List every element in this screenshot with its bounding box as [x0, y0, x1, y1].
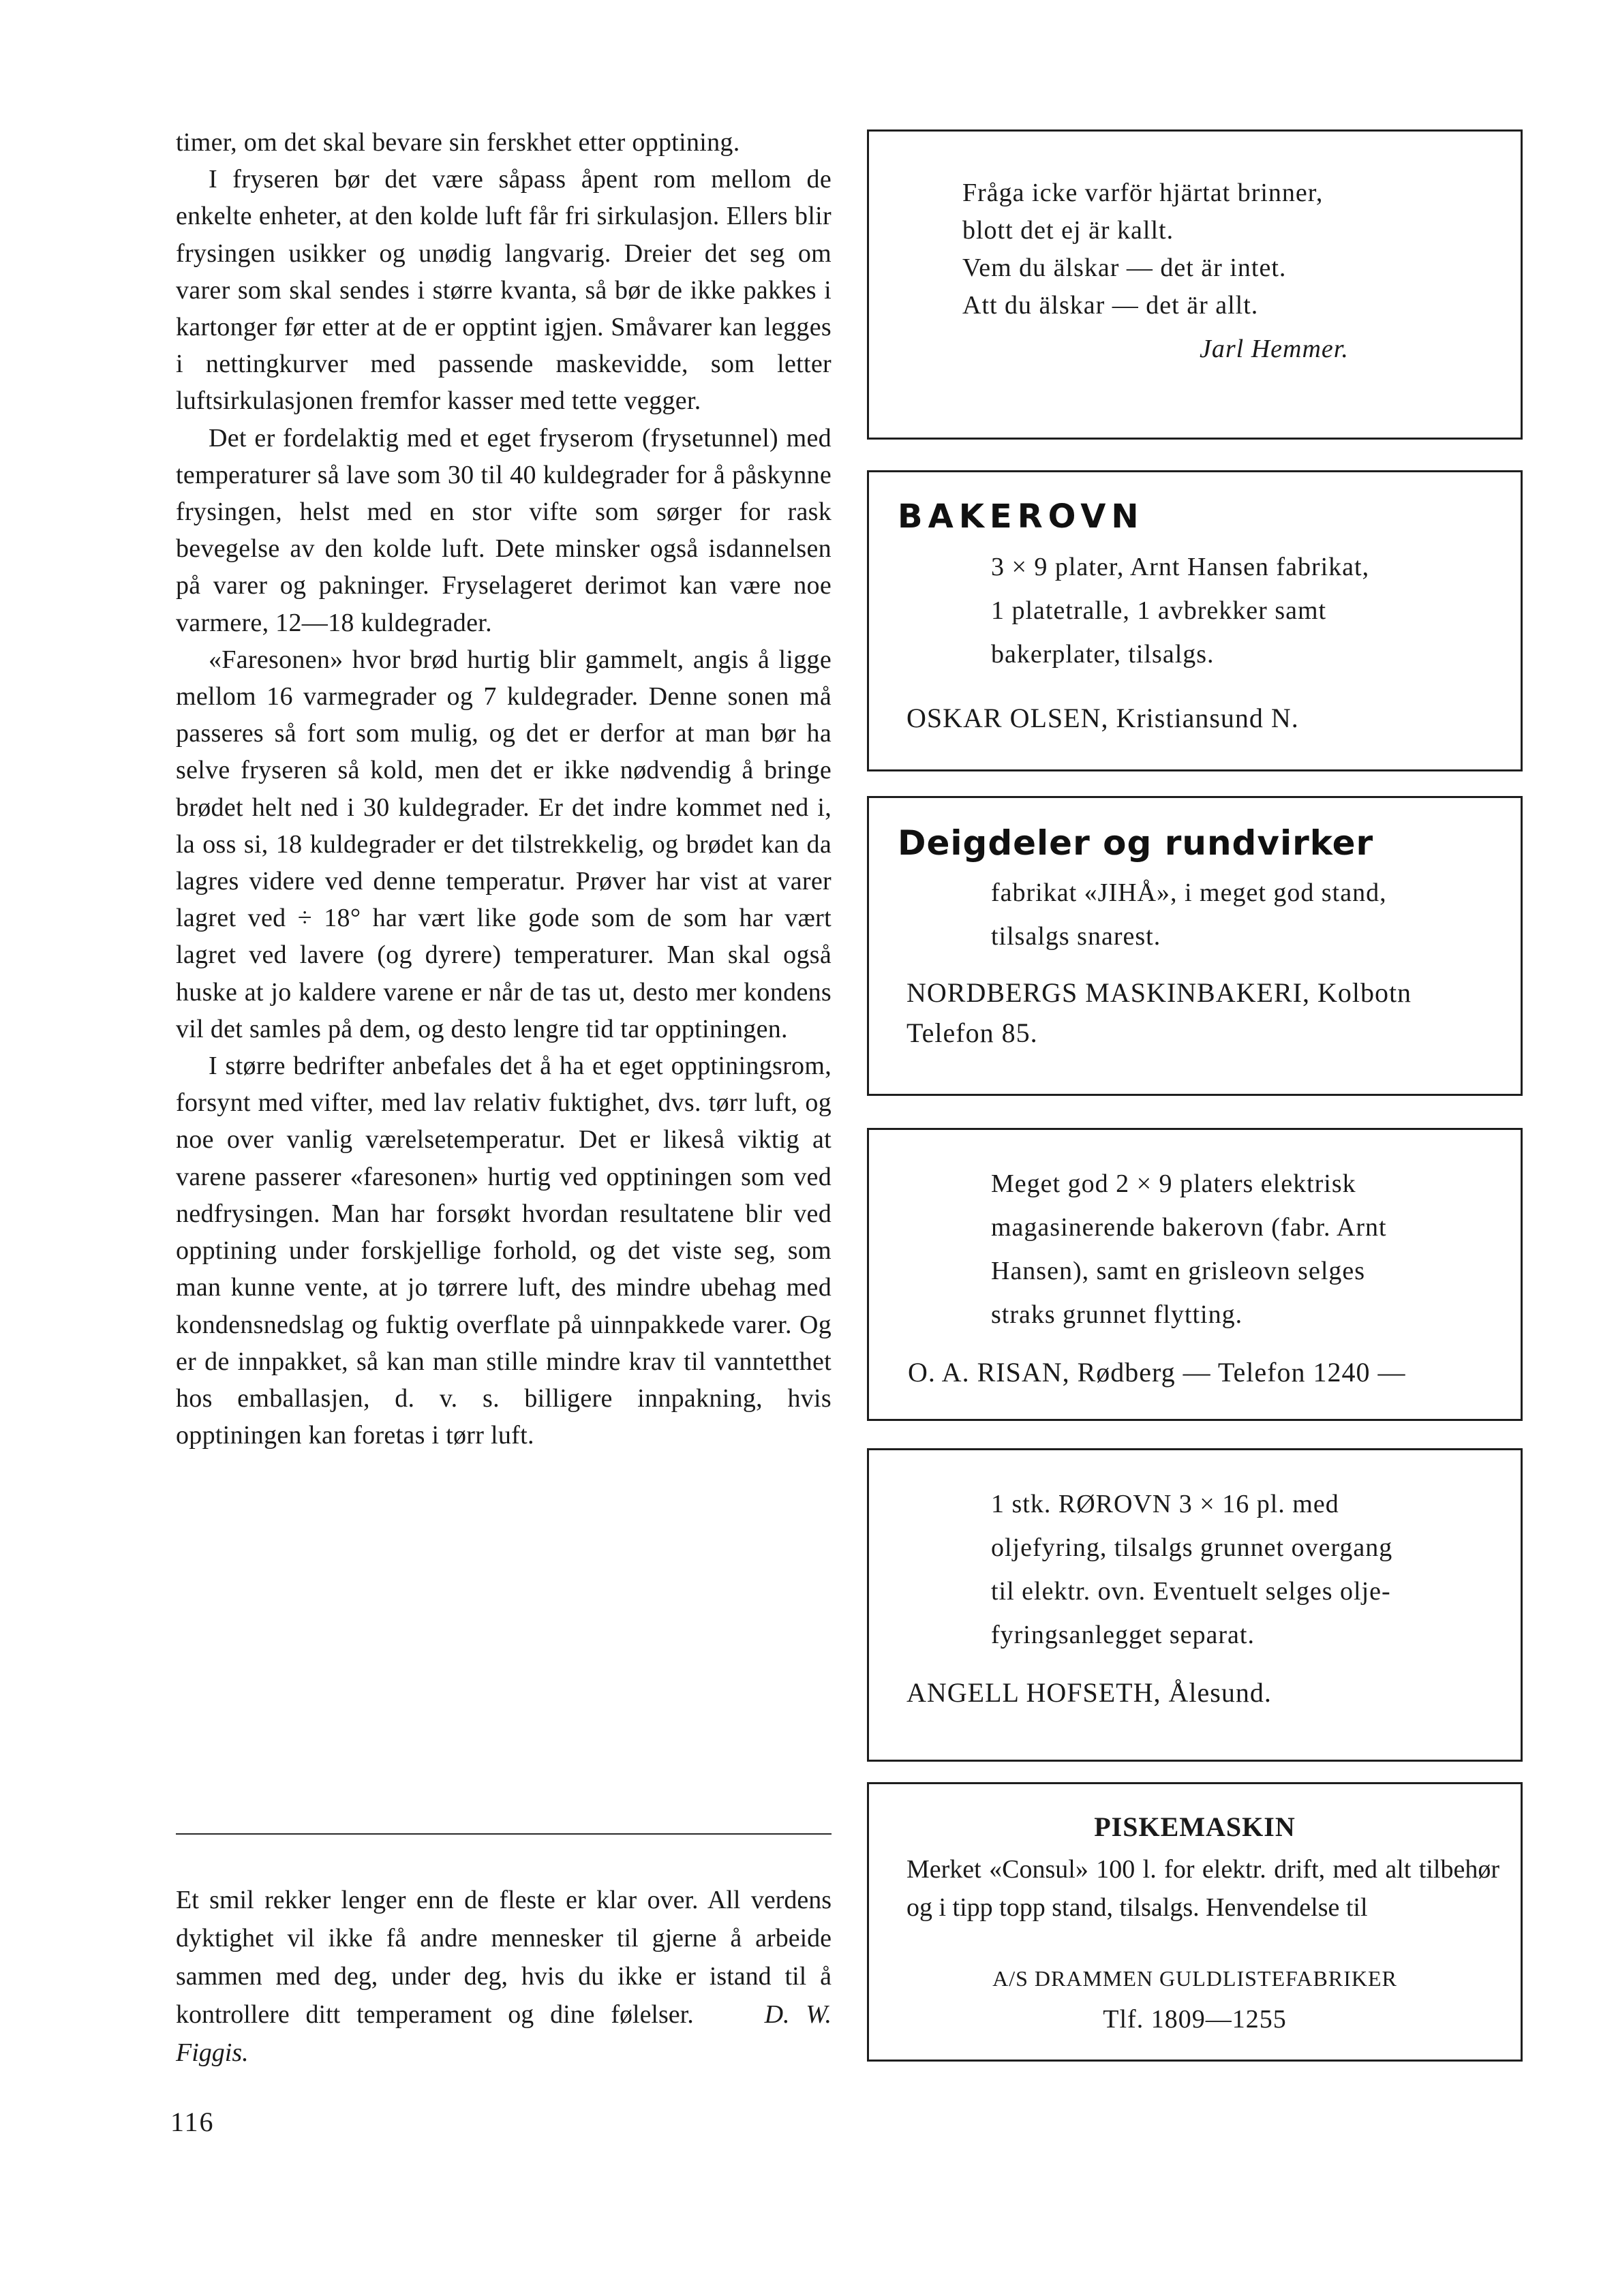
column-divider-rule [176, 1833, 832, 1835]
box-border-left [867, 1128, 869, 1421]
box-border-bottom [867, 769, 1523, 771]
ad-line: oljefyring, tilsalgs grunnet overgang [991, 1533, 1393, 1562]
box-border-top [867, 1782, 1523, 1784]
box-border-top [867, 129, 1523, 132]
box-border-right [1521, 1128, 1523, 1421]
article-body [176, 124, 832, 1454]
box-border-top [867, 1448, 1523, 1450]
box-border-top [867, 796, 1523, 798]
ad-line: til elektr. ovn. Eventuelt selges olje- [991, 1577, 1391, 1606]
ad-body [991, 871, 1387, 958]
ad-line: Hansen), samt en grisleovn selges [991, 1257, 1366, 1285]
poem-line: Att du älskar — det är allt. [962, 291, 1259, 320]
ad-piskemaskin [867, 1782, 1523, 2062]
box-border-right [1521, 470, 1523, 771]
ad-deigdeler [867, 796, 1523, 1096]
box-border-bottom [867, 1760, 1523, 1762]
page-number: 116 [170, 2107, 215, 2137]
ad-body: Merket «Consul» 100 l. for elektr. drift, med alt tilbehør og i tipp topp stand, tilsalgs. Henvendelse til [906, 1855, 1499, 1922]
quote-text: Et smil rekker lenger enn de fleste er klar over. All verdens dyktighet vil ikke få andre mennesker til gjerne å arbeide sammen med deg, under deg, hvis du ikke er istand til å kontrollere ditt temperament og dine følelser. [176, 1886, 832, 2029]
poem-line: Vem du älskar — det är intet. [962, 254, 1287, 282]
box-border-right [1521, 796, 1523, 1096]
ad-line: bakerplater, tilsalgs. [991, 640, 1215, 669]
ad-line: fyringsanlegget separat. [991, 1621, 1255, 1649]
ad-title: Deigdeler og rundvirker [898, 823, 1374, 863]
ad-signature: ANGELL HOFSETH, Ålesund. [906, 1677, 1272, 1708]
poem-line: blott det ej är kallt. [962, 216, 1174, 245]
box-border-bottom [867, 1094, 1523, 1096]
quote-block [176, 1881, 832, 2072]
ad-line: 1 stk. RØROVN 3 × 16 pl. med [991, 1490, 1339, 1518]
ad-body [991, 545, 1369, 676]
ad-body [991, 1482, 1392, 1657]
box-border-bottom [867, 438, 1523, 440]
ad-rorovn [867, 1448, 1523, 1762]
poem-box [867, 129, 1523, 440]
article-paragraph: Det er fordelaktig med et eget fryserom (frysetunnel) med temperaturer så lave som 30 til 40 kuldegrader for å påskynne frysingen, helst med en stor vifte som sørger for rask bevegelse av den kolde luft. Dete minsker også isdannelsen på varer og pakninger. Fryselageret derimot kan være noe varmere, 12—18 kuldegrader. [176, 423, 832, 637]
ad-line: 1 platetralle, 1 avbrekker samt [991, 596, 1327, 625]
box-border-left [867, 1448, 869, 1762]
box-border-right [1521, 1448, 1523, 1762]
ad-line: straks grunnet flytting. [991, 1300, 1243, 1329]
ad-line: fabrikat «JIHÅ», i meget god stand, [991, 878, 1387, 907]
article-paragraph: timer, om det skal bevare sin ferskhet etter opptining. [176, 128, 740, 157]
article-paragraph: I fryseren bør det være såpass åpent rom mellom de enkelte enheter, at den kolde luft får fri sirkulasjon. Ellers blir frysingen usikker og unødig langvarig. Dreier det seg om varer som skal sendes i større kvanta, så bør de ikke pakkes i kartonger før etter at de er opptint igjen. Småvarer kan legges i nettingkurver med passende maskevidde, som letter luftsirkulasjonen fremfor kasser med tette vegger. [176, 165, 832, 416]
article-paragraph: I større bedrifter anbefales det å ha et eget opptiningsrom, forsynt med vifter, med lav relativ fuktighet, dvs. tørr luft, og noe over vanlig værelsetemperatur. Det er likeså viktig at varene passerer «faresonen» hurtig ved opptiningen som ved nedfrysingen. Man har forsøkt hvordan resultatene blir ved opptining under forskjellige forhold, og det viste seg, som man kunne vente, at jo tørrere luft, des mindre ubehag med kondensnedslag og fuktig overflate på uinnpakkede varer. Og er de innpakket, så kan man stille mindre krav til vanntetthet hos emballasjen, d. v. s. billigere innpakning, hvis opptiningen kan foretas i tørr luft. [176, 1052, 832, 1450]
poem-text [962, 174, 1323, 324]
box-border-left [867, 796, 869, 1096]
box-border-right [1521, 129, 1523, 440]
box-border-left [867, 470, 869, 771]
ad-signature: OSKAR OLSEN, Kristiansund N. [906, 703, 1299, 733]
ad-line: 3 × 9 plater, Arnt Hansen fabrikat, [991, 553, 1370, 581]
box-border-left [867, 129, 869, 440]
ad-elektrisk-bakerovn [867, 1128, 1523, 1421]
box-border-bottom [867, 1419, 1523, 1421]
ad-signature: NORDBERGS MASKINBAKERI, Kolbotn [906, 977, 1412, 1008]
ad-line: Meget god 2 × 9 platers elektrisk [991, 1169, 1356, 1198]
ad-signature: O. A. RISAN, Rødberg — Telefon 1240 — [908, 1357, 1406, 1388]
ad-phone: Tlf. 1809—1255 [1103, 2005, 1287, 2034]
article-column [176, 124, 832, 1454]
ad-line: tilsalgs snarest. [991, 922, 1161, 951]
ad-title: PISKEMASKIN [1094, 1811, 1296, 1842]
poem-line: Fråga icke varför hjärtat brinner, [962, 179, 1324, 207]
article-paragraph: «Faresonen» hvor brød hurtig blir gammelt, angis å ligge mellom 16 varmegrader og 7 kuldegrader. Denne sonen må passeres så fort som mulig, og det er derfor at man bør ha selve fryseren så kold, men det er ikke nødvendig å bringe brødet helt ned i 30 kuldegrader. Er det indre kommet ned i, la oss si, 18 kuldegrader er det tilstrekkelig, og brødet kan da lagres videre ved denne temperatur. Prøver har vist at varer lagret ved ÷ 18° har vært like gode som de som har vært lagret ved lavere (og dyrere) temperaturer. Man skal også huske at jo kaldere varene er når de tas ut, desto mer kondens vil det samles på dem, og desto lengre tid tar opptiningen. [176, 645, 832, 1043]
box-border-top [867, 470, 1523, 472]
quote-author: D. W. Figgis. [176, 2000, 832, 2067]
ad-bakerovn [867, 470, 1523, 771]
ad-body [991, 1162, 1387, 1336]
poem-author: Jarl Hemmer. [1200, 335, 1349, 363]
ad-signature-phone: Telefon 85. [906, 1017, 1038, 1048]
box-border-top [867, 1128, 1523, 1130]
ad-company: A/S DRAMMEN GULDLISTEFABRIKER [992, 1966, 1397, 1991]
ad-line: magasinerende bakerovn (fabr. Arnt [991, 1213, 1387, 1242]
box-border-bottom [867, 2060, 1523, 2062]
ad-title: BAKEROVN [898, 498, 1144, 536]
